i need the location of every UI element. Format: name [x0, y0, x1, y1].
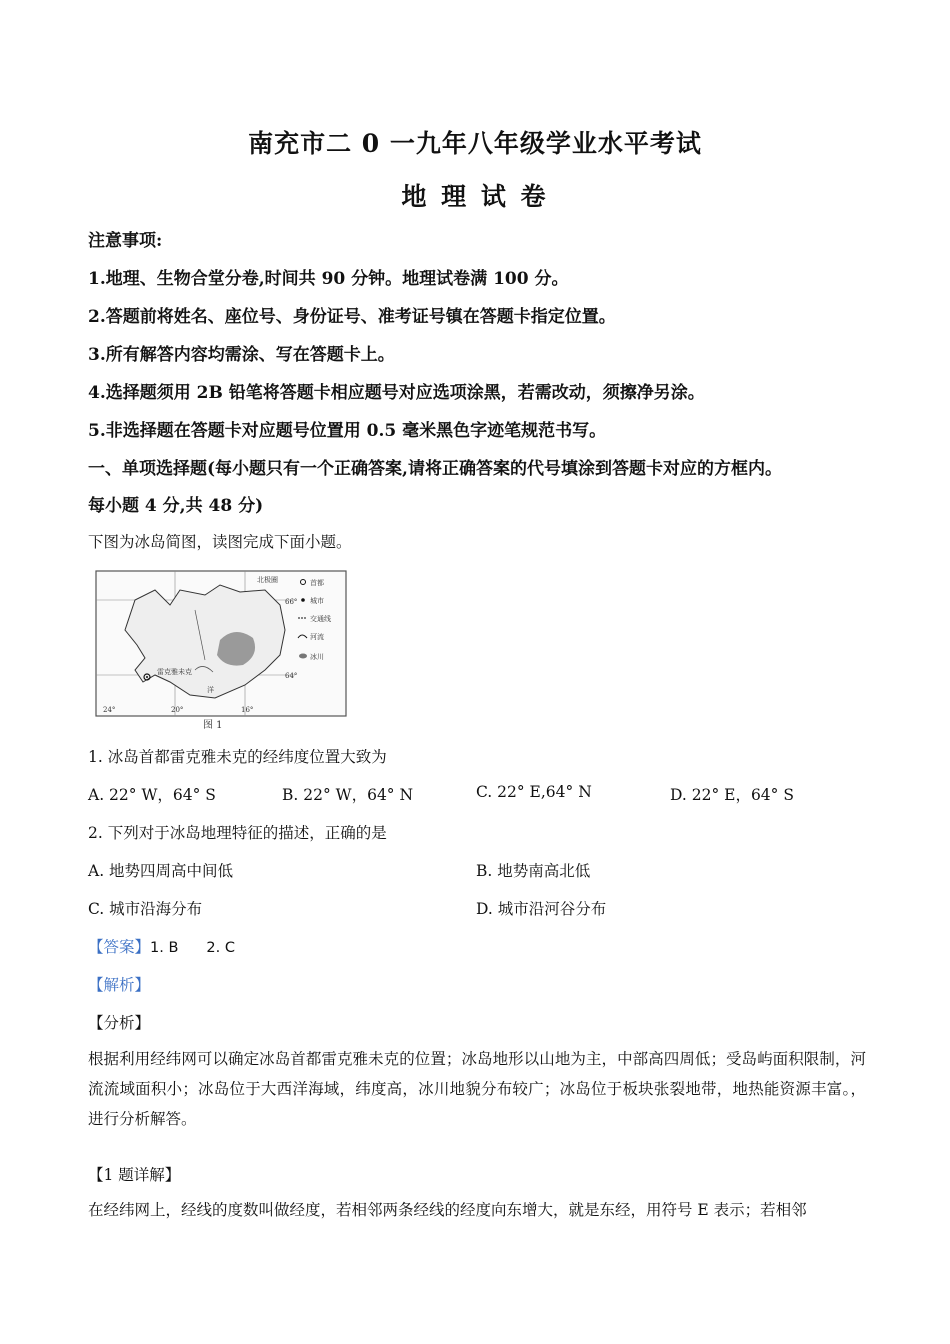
note-item: 4.选择题须用 2B 铅笔将答题卡相应题号对应选项涂黑，若需改动，须擦净另涂。	[88, 383, 705, 403]
q2-option-a: A. 地势四周高中间低	[88, 862, 234, 880]
answer-tag: 【答案】	[88, 938, 151, 956]
answer-1: 1. B	[150, 940, 179, 956]
map-label: 20°	[171, 706, 184, 714]
note-item: 3.所有解答内容均需涂、写在答题卡上。	[88, 345, 395, 365]
note-item: 5.非选择题在答题卡对应题号位置用 0.5 毫米黑色字迹笔规范书写。	[88, 421, 607, 441]
legend-label: 城市	[310, 597, 324, 605]
legend-label: 冰川	[310, 653, 324, 661]
map-label: 16°	[241, 706, 254, 714]
q2-option-d: D. 城市沿河谷分布	[476, 900, 607, 918]
figure-caption: 图 1	[203, 720, 223, 731]
legend-label: 交通线	[310, 615, 331, 623]
city-icon	[301, 598, 305, 602]
note-item: 1.地理、生物合堂分卷,时间共 90 分钟。地理试卷满 100 分。	[88, 269, 569, 289]
detail-heading: 【1 题详解】	[88, 1166, 181, 1184]
answer-line	[88, 935, 235, 957]
detail-body: 在经纬网上，经线的度数叫做经度，若相邻两条经线的经度向东增大，就是东经，用符号 E 表示；若相邻	[88, 1201, 807, 1219]
note-item: 2.答题前将姓名、座位号、身份证号、准考证号镇在答题卡指定位置。	[88, 307, 616, 327]
legend-label: 河流	[310, 633, 324, 641]
map-label: 64°	[285, 672, 298, 680]
q2-option-c: C. 城市沿海分布	[88, 900, 203, 918]
legend-label: 首都	[310, 579, 324, 587]
notes-heading: 注意事项:	[88, 231, 163, 251]
q1-option-a: A. 22° W，64° S	[88, 786, 216, 804]
map-label: 24°	[103, 706, 116, 714]
q2-option-b: B. 地势南高北低	[476, 862, 591, 880]
answer-2: 2. C	[206, 940, 235, 956]
page-title: 南充市二 0 一九年八年级学业水平考试	[248, 129, 702, 158]
question-stem: 2. 下列对于冰岛地理特征的描述，正确的是	[88, 824, 387, 842]
map-label: 雷克雅未克	[157, 668, 192, 676]
section-heading-cont: 每小题 4 分,共 48 分)	[88, 496, 264, 516]
map-label: 66°	[285, 598, 298, 606]
q1-option-d: D. 22° E，64° S	[670, 786, 794, 804]
q1-option-b: B. 22° W，64° N	[282, 786, 414, 804]
q1-option-c: C. 22° E,64° N	[476, 783, 592, 801]
question-stem: 1. 冰岛首都雷克雅未克的经纬度位置大致为	[88, 748, 387, 766]
page-subtitle: 地 理 试 卷	[401, 182, 549, 211]
map-label: 北极圈	[257, 576, 278, 584]
fenxi-body: 根据利用经纬网可以确定冰岛首都雷克雅未克的位置；冰岛地形以山地为主，中部高四周低；受岛屿面积限制，河流流域面积小；冰岛位于大西洋海域，纬度高，冰川地貌分布较广；冰岛位于板块张裂地带，地热能资源丰富。，进行分析解答。	[88, 1050, 866, 1128]
section-heading: 一、单项选择题(每小题只有一个正确答案,请将正确答案的代号填涂到答题卡对应的方框内。	[88, 459, 782, 479]
glacier-icon	[299, 654, 307, 659]
analysis-tag: 【解析】	[88, 976, 151, 994]
map-label: 洋	[207, 686, 214, 694]
figure-intro: 下图为冰岛简图，读图完成下面小题。	[88, 533, 352, 551]
fenxi-heading: 【分析】	[88, 1014, 151, 1032]
iceland-map	[95, 570, 347, 732]
